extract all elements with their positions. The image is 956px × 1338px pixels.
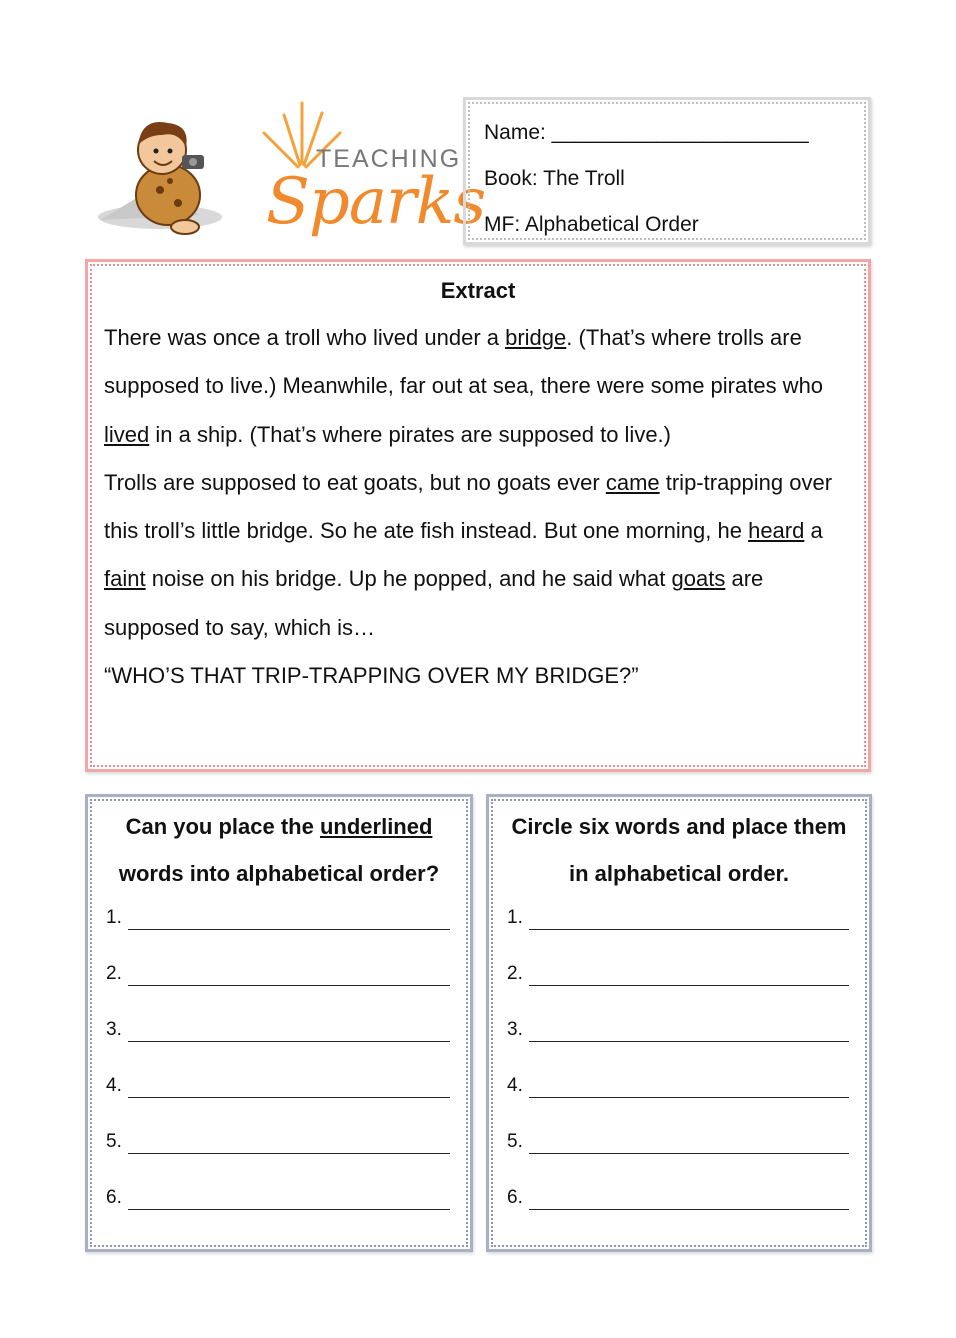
underlined-word: bridge [505, 325, 567, 350]
answer-line[interactable]: 5. [104, 1123, 454, 1179]
logo-sparks-text: Sparks [266, 165, 486, 239]
answer-line[interactable]: 3. [104, 1011, 454, 1067]
teaching-sparks-logo [90, 95, 486, 245]
answer-line[interactable]: 2. [104, 955, 454, 1011]
answer-line[interactable]: 3. [505, 1011, 853, 1067]
extract-box [85, 259, 871, 772]
answer-line[interactable]: 1. [505, 899, 853, 955]
extract-paragraph-2: Trolls are supposed to eat goats, but no goats ever came trip-trapping over this troll’s little bridge. So he ate fish instead. But one morning, he heard a faint noise on his bridge. Up he popped, and he said what goats are supposed to say, which is… [104, 469, 833, 640]
answer-line[interactable]: 2. [505, 955, 853, 1011]
underlined-word: faint [104, 566, 146, 592]
extract-text [104, 314, 852, 700]
underlined-word: came [605, 469, 660, 495]
book-title: Book: The Troll [484, 167, 625, 190]
underlined-word: goats [671, 566, 726, 592]
extract-title: Extract [440, 278, 516, 303]
task-box-circle [486, 794, 872, 1252]
caveman-mascot-icon [90, 95, 260, 245]
answer-line[interactable]: 1. [104, 899, 454, 955]
underlined-word: lived [104, 421, 150, 447]
task-2-question: Circle six words and place them in alphabetical order. [511, 814, 847, 886]
focus-label: MF: Alphabetical Order [484, 213, 699, 236]
task-box-underlined [85, 794, 473, 1252]
logo-teaching-text: TEACHING [316, 145, 462, 173]
extract-paragraph-1: There was once a troll who lived under a bridge. (That’s where trolls are supposed to live.) Meanwhile, far out at sea, there were some pirates who lived in a ship. (That’s where pirates are supposed to live.) [104, 325, 824, 447]
answer-line[interactable]: 4. [505, 1067, 853, 1123]
student-info-box [463, 97, 871, 245]
answer-line[interactable]: 4. [104, 1067, 454, 1123]
task-1-question: Can you place the underlined words into alphabetical order? [118, 814, 440, 886]
name-field[interactable]: Name: ______________________ [484, 121, 809, 144]
answer-line[interactable]: 6. [505, 1179, 853, 1235]
underlined-word: heard [748, 518, 805, 544]
answer-line[interactable]: 6. [104, 1179, 454, 1235]
answer-line[interactable]: 5. [505, 1123, 853, 1179]
extract-paragraph-3: “WHO’S THAT TRIP-TRAPPING OVER MY BRIDGE?” [104, 663, 639, 689]
